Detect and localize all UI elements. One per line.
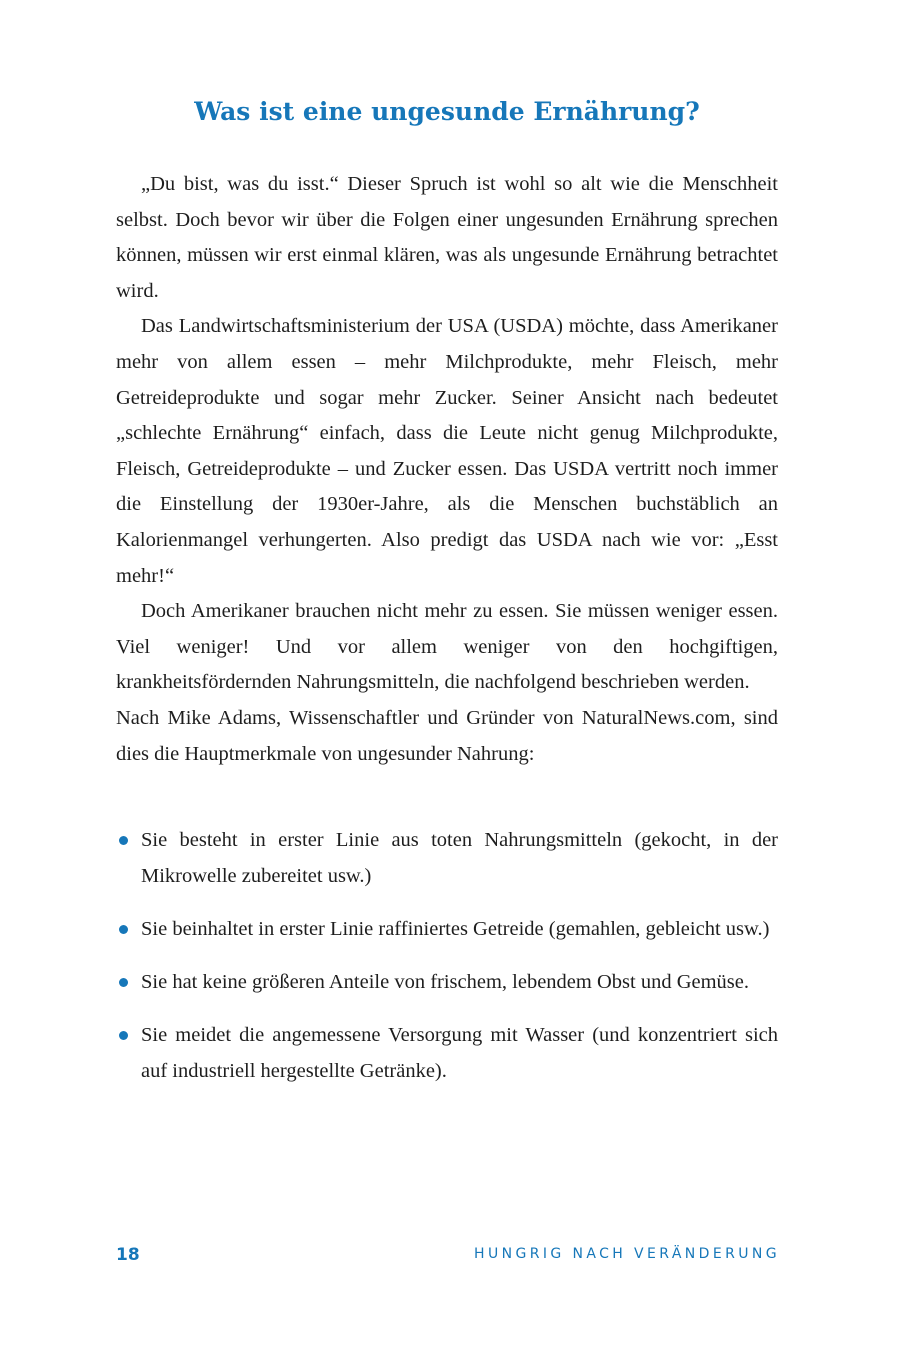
bullet-text: Sie besteht in erster Linie aus toten Nahrungsmitteln (gekocht, in der Mikrowelle zubereitet usw.) <box>141 829 778 887</box>
bullet-item <box>116 823 778 894</box>
running-title: HUNGRIG NACH VERÄNDERUNG <box>474 1246 780 1262</box>
bullet-text: Sie meidet die angemessene Versorgung mit Wasser (und konzentriert sich auf industriell hergestellte Getränke). <box>141 1024 778 1082</box>
bullet-dot-icon <box>119 978 128 987</box>
page-number: 18 <box>116 1245 140 1265</box>
bullet-item <box>116 1018 778 1089</box>
bullet-text: Sie hat keine größeren Anteile von frischem, lebendem Obst und Gemüse. <box>141 970 750 993</box>
bullet-dot-icon <box>119 836 128 845</box>
bullet-dot-icon <box>119 1031 128 1040</box>
bullet-item <box>116 912 778 948</box>
bullet-dot-icon <box>119 925 128 934</box>
section-heading: Was ist eine ungesunde Ernährung? <box>194 97 700 126</box>
paragraph: „Du bist, was du isst.“ Dieser Spruch ist wohl so alt wie die Menschheit selbst. Doch bevor wir über die Folgen einer ungesunden Ernährung sprechen können, müssen wir erst einmal klären, was als ungesunde Ernährung betrachtet wird. <box>116 173 778 302</box>
body-text <box>116 167 778 772</box>
paragraph: Doch Amerikaner brauchen nicht mehr zu essen. Sie müssen weniger essen. Viel weniger! Und vor allem weniger von den hochgiftigen, krankheitsfördernden Nahrungsmitteln, die nachfolgend beschrieben werden. <box>116 600 778 694</box>
bullet-text: Sie beinhaltet in erster Linie raffiniertes Getreide (gemahlen, gebleicht usw.) <box>141 917 770 940</box>
paragraph: Das Landwirtschaftsministerium der USA (USDA) möchte, dass Amerikaner mehr von allem essen – mehr Milchprodukte, mehr Fleisch, mehr Getreideprodukte und sogar mehr Zucker. Seiner Ansicht nach bedeutet „schlechte Ernährung“ einfach, dass die Leute nicht genug Milchprodukte, Fleisch, Getreideprodukte – und Zucker essen. Das USDA vertritt noch immer die Einstellung der 1930er-Jahre, als die Menschen buchstäblich an Kalorienmangel verhungerten. Also predigt das USDA nach wie vor: „Esst mehr!“ <box>116 315 778 587</box>
bullet-item <box>116 965 778 1001</box>
bullet-list <box>116 823 778 1107</box>
paragraph: Nach Mike Adams, Wissenschaftler und Gründer von NaturalNews.com, sind dies die Hauptmerkmale von ungesunder Nahrung: <box>116 706 778 765</box>
